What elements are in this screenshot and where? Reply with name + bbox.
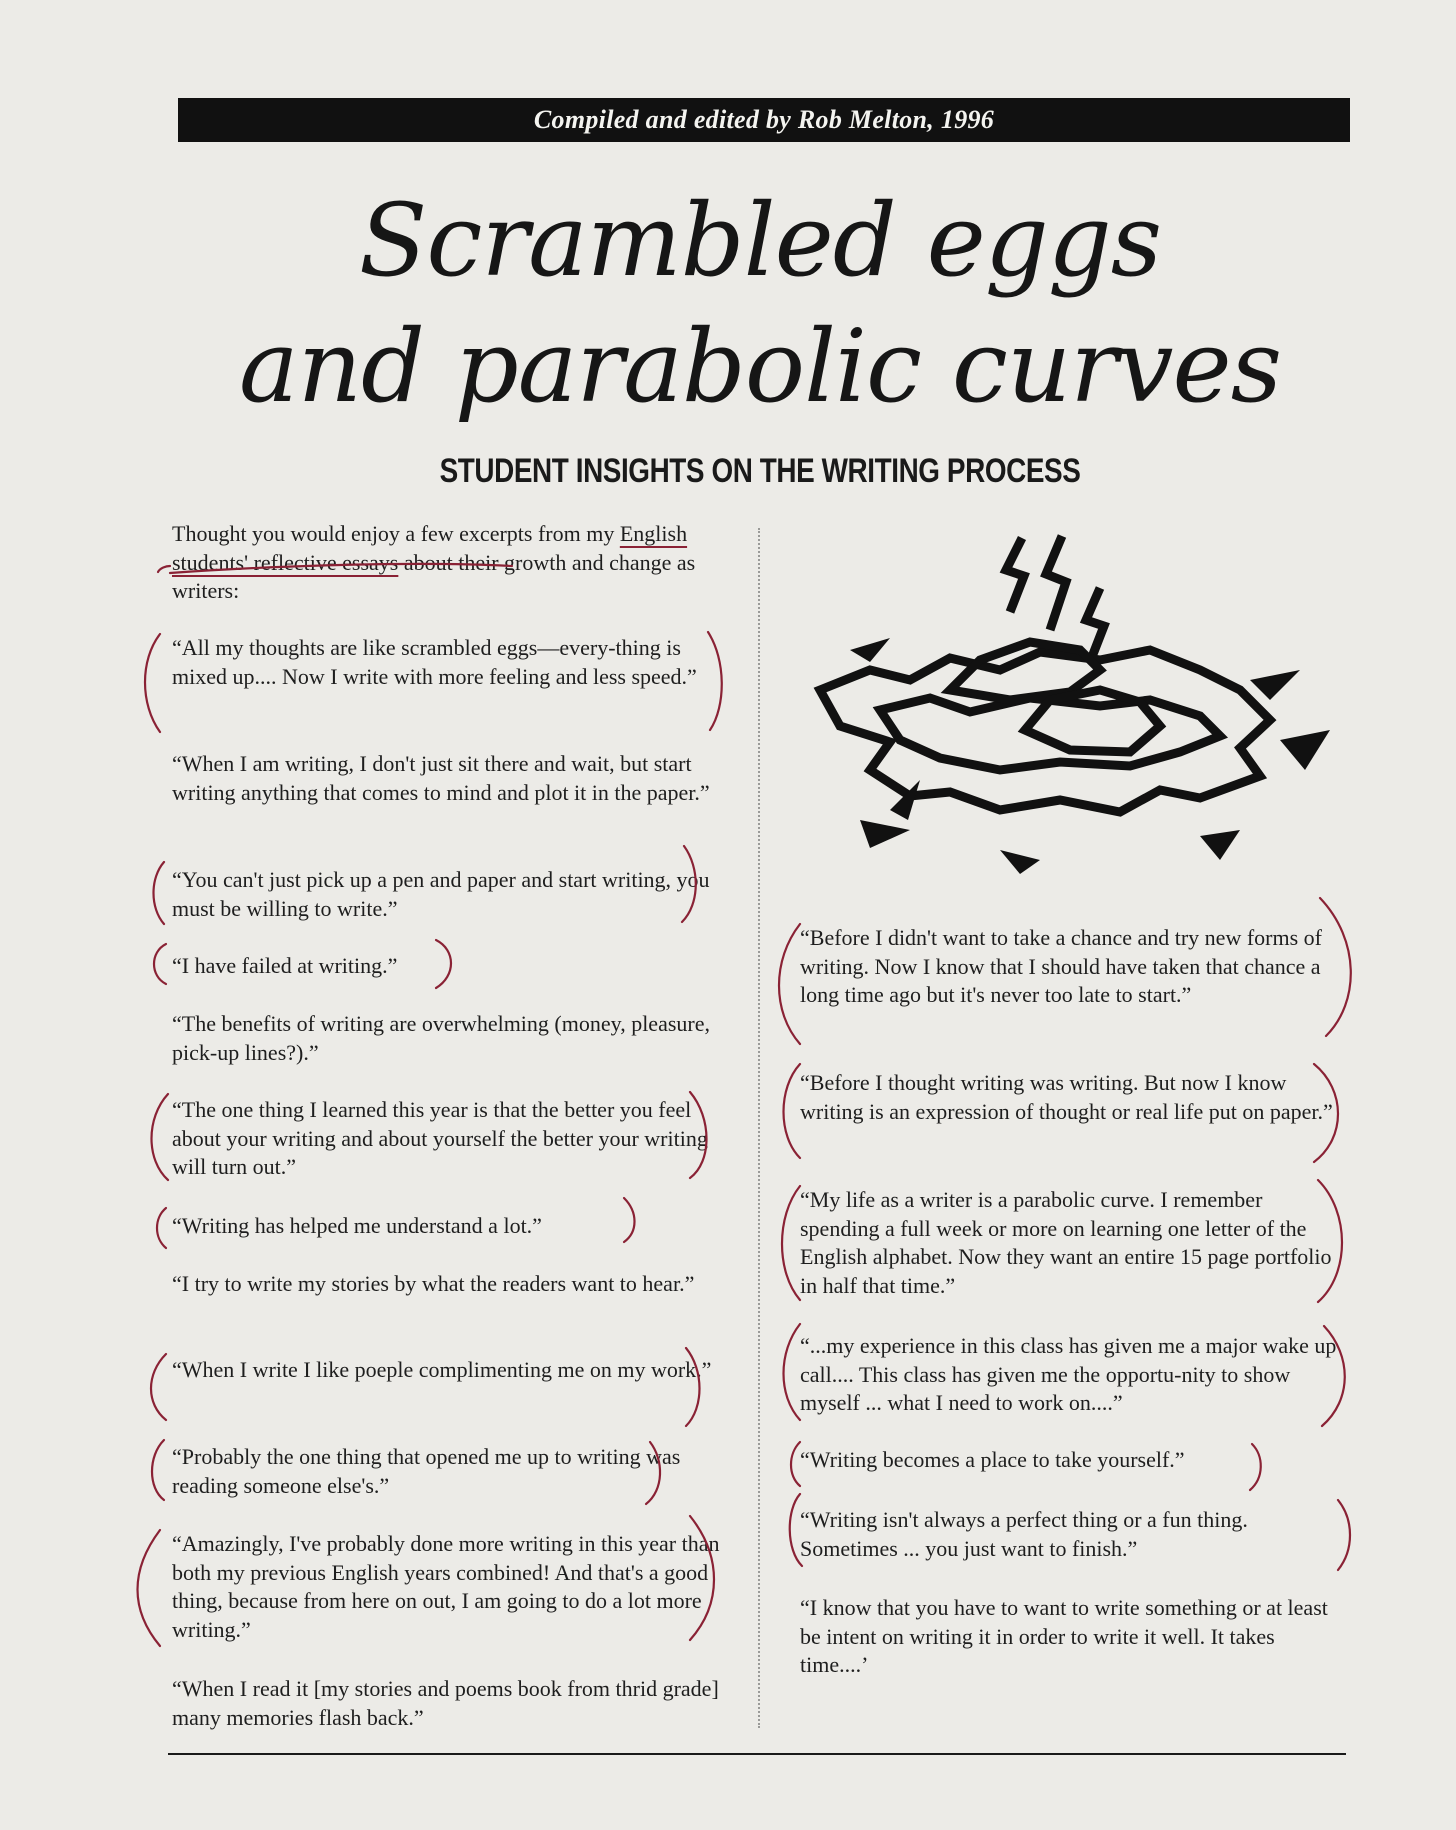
credit-text: Compiled and edited by Rob Melton, 1996	[533, 105, 995, 134]
bracket-open-9	[779, 924, 800, 1044]
bracket-open-12	[784, 1324, 801, 1420]
egg-white-inner	[880, 698, 1220, 770]
quote-left-9: “When I write I like poeple complimenting me on my work.”	[172, 1357, 712, 1382]
sizzle-mark-6	[1200, 830, 1240, 860]
sizzle-mark-1	[850, 638, 890, 662]
sizzle-mark-2	[1250, 670, 1300, 700]
credit-banner	[178, 98, 1350, 142]
intro-underlined: English students' reflective essays	[172, 521, 688, 575]
quote-right-6: “Writing isn't always a perfect thing or a fun thing. Sometimes ... you just want to finish.”	[800, 1507, 1248, 1561]
bracket-open-8	[138, 1530, 161, 1646]
quote-left-12: “When I read it [my stories and poems book from thrid grade] many memories flash back.”	[172, 1676, 719, 1730]
bracket-open-11	[782, 1186, 800, 1300]
bracket-open-6	[151, 1354, 166, 1420]
quote-right-2: “Before I thought writing was writing. But now I know writing is an expression of thought or real life put on paper.”	[800, 1070, 1333, 1124]
bracket-open-3	[154, 944, 166, 984]
intro-before: Thought you would enjoy a few excerpts from my	[172, 521, 620, 546]
sizzle-mark-4	[860, 820, 910, 848]
intro-after: about their growth and change as writers:	[172, 549, 696, 603]
egg-yolk-2	[1025, 690, 1160, 752]
intro-paragraph	[172, 520, 732, 606]
bottom-rule	[168, 1753, 1346, 1755]
quote-left-6: “The one thing I learned this year is that the better you feel about your writing and about yourself the better your writing will turn out.”	[172, 1097, 708, 1179]
bracket-open-2	[154, 862, 165, 924]
quote-right-7: “I know that you have to want to write something or at least be intent on writing it in order to write it well. It takes time....’	[800, 1595, 1328, 1677]
title-line-2: and parabolic curves	[238, 308, 1282, 425]
quote-left-3: “You can't just pick up a pen and paper and start writing, you must be willing to write.”	[172, 867, 710, 921]
quote-left-11: “Amazingly, I've probably done more writing in this year than both my previous English years combined! And that's a good thing, because from here on out, I am going to do a lot more writing.”	[172, 1531, 720, 1642]
bracket-open-10	[784, 1064, 801, 1158]
quote-left-10: “Probably the one thing that opened me up to writing was reading someone else's.”	[172, 1444, 681, 1498]
column-divider	[758, 528, 760, 1728]
bracket-open-13	[791, 1442, 800, 1486]
article-subtitle: STUDENT INSIGHTS ON THE WRITING PROCESS	[439, 452, 1081, 490]
bracket-open-1	[145, 634, 160, 732]
sizzle-mark-5	[1000, 850, 1040, 874]
quote-right-4: “...my experience in this class has given me a major wake up call.... This class has given me the opportu-nity to show myself ... what I need to work on....”	[800, 1333, 1337, 1415]
egg-white-outline	[820, 650, 1270, 812]
quote-left-5: “The benefits of writing are overwhelming (money, pleasure, pick-up lines?).”	[172, 1011, 710, 1065]
bracket-open-5	[157, 1208, 166, 1248]
bracket-open-7	[152, 1440, 164, 1500]
quote-left-2: “When I am writing, I don't just sit there and wait, but start writing anything that comes to mind and plot it in the paper.”	[172, 751, 710, 805]
quote-right-5: “Writing becomes a place to take yourself.”	[800, 1447, 1185, 1472]
quote-left-7: “Writing has helped me understand a lot.”	[172, 1213, 542, 1238]
steam-line-2	[1046, 536, 1066, 630]
title-line-1: Scrambled eggs	[358, 182, 1162, 299]
quote-right-3: “My life as a writer is a parabolic curve. I remember spending a full week or more on learning one letter of the English alphabet. Now they want an entire 15 page portfolio in half that time.”	[800, 1187, 1332, 1298]
bracket-open-4	[152, 1094, 169, 1180]
steam-line-1	[1006, 538, 1024, 612]
quote-left-4: “I have failed at writing.”	[172, 953, 398, 978]
quote-left-8: “I try to write my stories by what the readers want to hear.”	[172, 1271, 695, 1296]
quote-right-1: “Before I didn't want to take a chance and try new forms of writing. Now I know that I should have taken that chance a long time ago but it's never too late to start.”	[800, 925, 1322, 1007]
pen-underline-tick	[158, 566, 170, 572]
article-title	[180, 178, 1340, 430]
quote-left-1: “All my thoughts are like scrambled eggs—every-thing is mixed up.... Now I write with more feeling and less speed.”	[172, 635, 697, 689]
sizzle-mark-3	[1280, 730, 1330, 770]
scrambled-eggs-illustration-icon	[800, 530, 1350, 890]
steam-line-3	[1086, 588, 1104, 662]
